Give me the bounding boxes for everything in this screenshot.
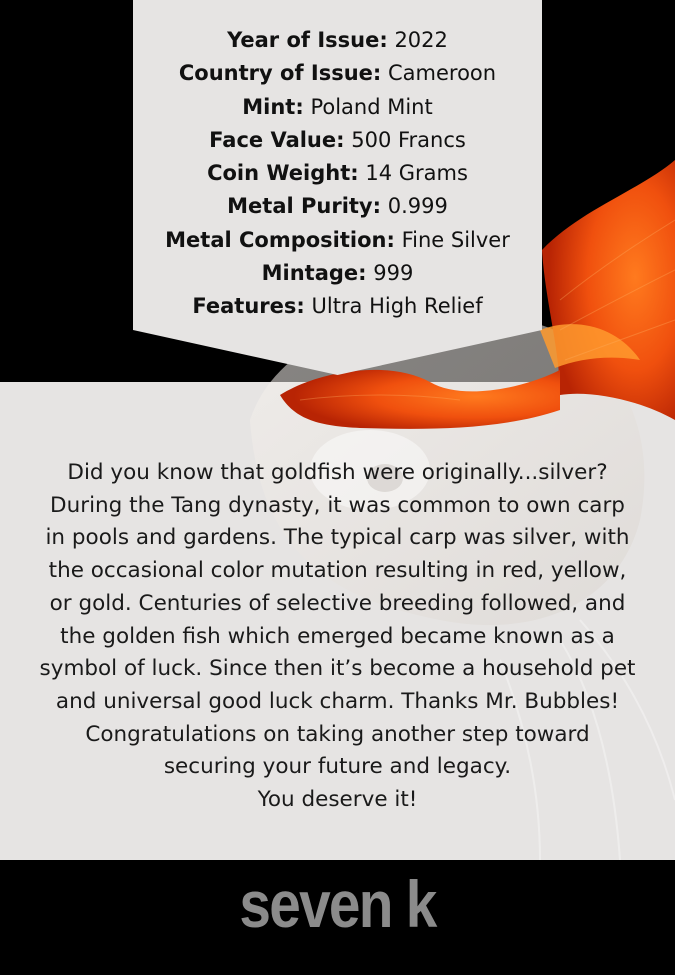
story-text xyxy=(20,457,655,817)
story-line: securing your future and legacy. xyxy=(163,754,512,780)
spec-face-value xyxy=(133,124,542,157)
story-line: symbol of luck. Since then it’s become a household pet xyxy=(39,656,636,682)
spec-value: 2022 xyxy=(394,28,448,52)
spec-label: Coin Weight: xyxy=(207,161,359,186)
story-line: the golden fish which emerged became known as a xyxy=(60,623,615,649)
spec-value: 500 Francs xyxy=(351,127,466,152)
spec-value: Fine Silver xyxy=(401,227,510,252)
spec-coin-weight xyxy=(133,157,542,190)
spec-value: 0.999 xyxy=(387,194,448,219)
spec-features xyxy=(133,290,542,323)
spec-value: 14 Grams xyxy=(365,161,468,186)
spec-label: Mint: xyxy=(242,94,304,119)
spec-mintage xyxy=(133,257,542,290)
spec-value: Cameroon xyxy=(388,61,497,86)
spec-value: Poland Mint xyxy=(310,94,433,119)
spec-label: Face Value: xyxy=(209,127,345,152)
spec-value: Ultra High Relief xyxy=(311,294,483,319)
spec-value: 999 xyxy=(373,261,414,286)
coin-spec-list xyxy=(133,24,542,324)
story-line: You deserve it! xyxy=(257,787,418,813)
story-line: the occasional color mutation resulting in red, yellow, xyxy=(48,558,627,584)
story-line: in pools and gardens. The typical carp was silver, with xyxy=(45,525,630,551)
spec-metal-composition xyxy=(133,224,542,257)
story-line: Did you know that goldfish were originally...silver? xyxy=(67,460,608,485)
spec-label: Metal Composition: xyxy=(165,227,395,252)
story-line: During the Tang dynasty, it was common to own carp xyxy=(50,492,625,518)
spec-label: Metal Purity: xyxy=(227,194,382,219)
brand-logo: seven k xyxy=(239,867,436,941)
story-line: or gold. Centuries of selective breeding followed, and xyxy=(49,590,626,616)
story-line: and universal good luck charm. Thanks Mr. Bubbles! xyxy=(55,688,620,714)
spec-mint xyxy=(133,91,542,124)
story-line: Congratulations on taking another step toward xyxy=(85,721,590,747)
spec-label: Year of Issue: xyxy=(227,28,388,52)
spec-year-of-issue xyxy=(133,24,542,57)
spec-label: Country of Issue: xyxy=(178,61,382,86)
spec-label: Features: xyxy=(192,294,305,319)
orange-fin-upper xyxy=(542,160,675,420)
spec-country-of-issue xyxy=(133,57,542,90)
spec-label: Mintage: xyxy=(261,261,367,286)
spec-metal-purity xyxy=(133,190,542,223)
